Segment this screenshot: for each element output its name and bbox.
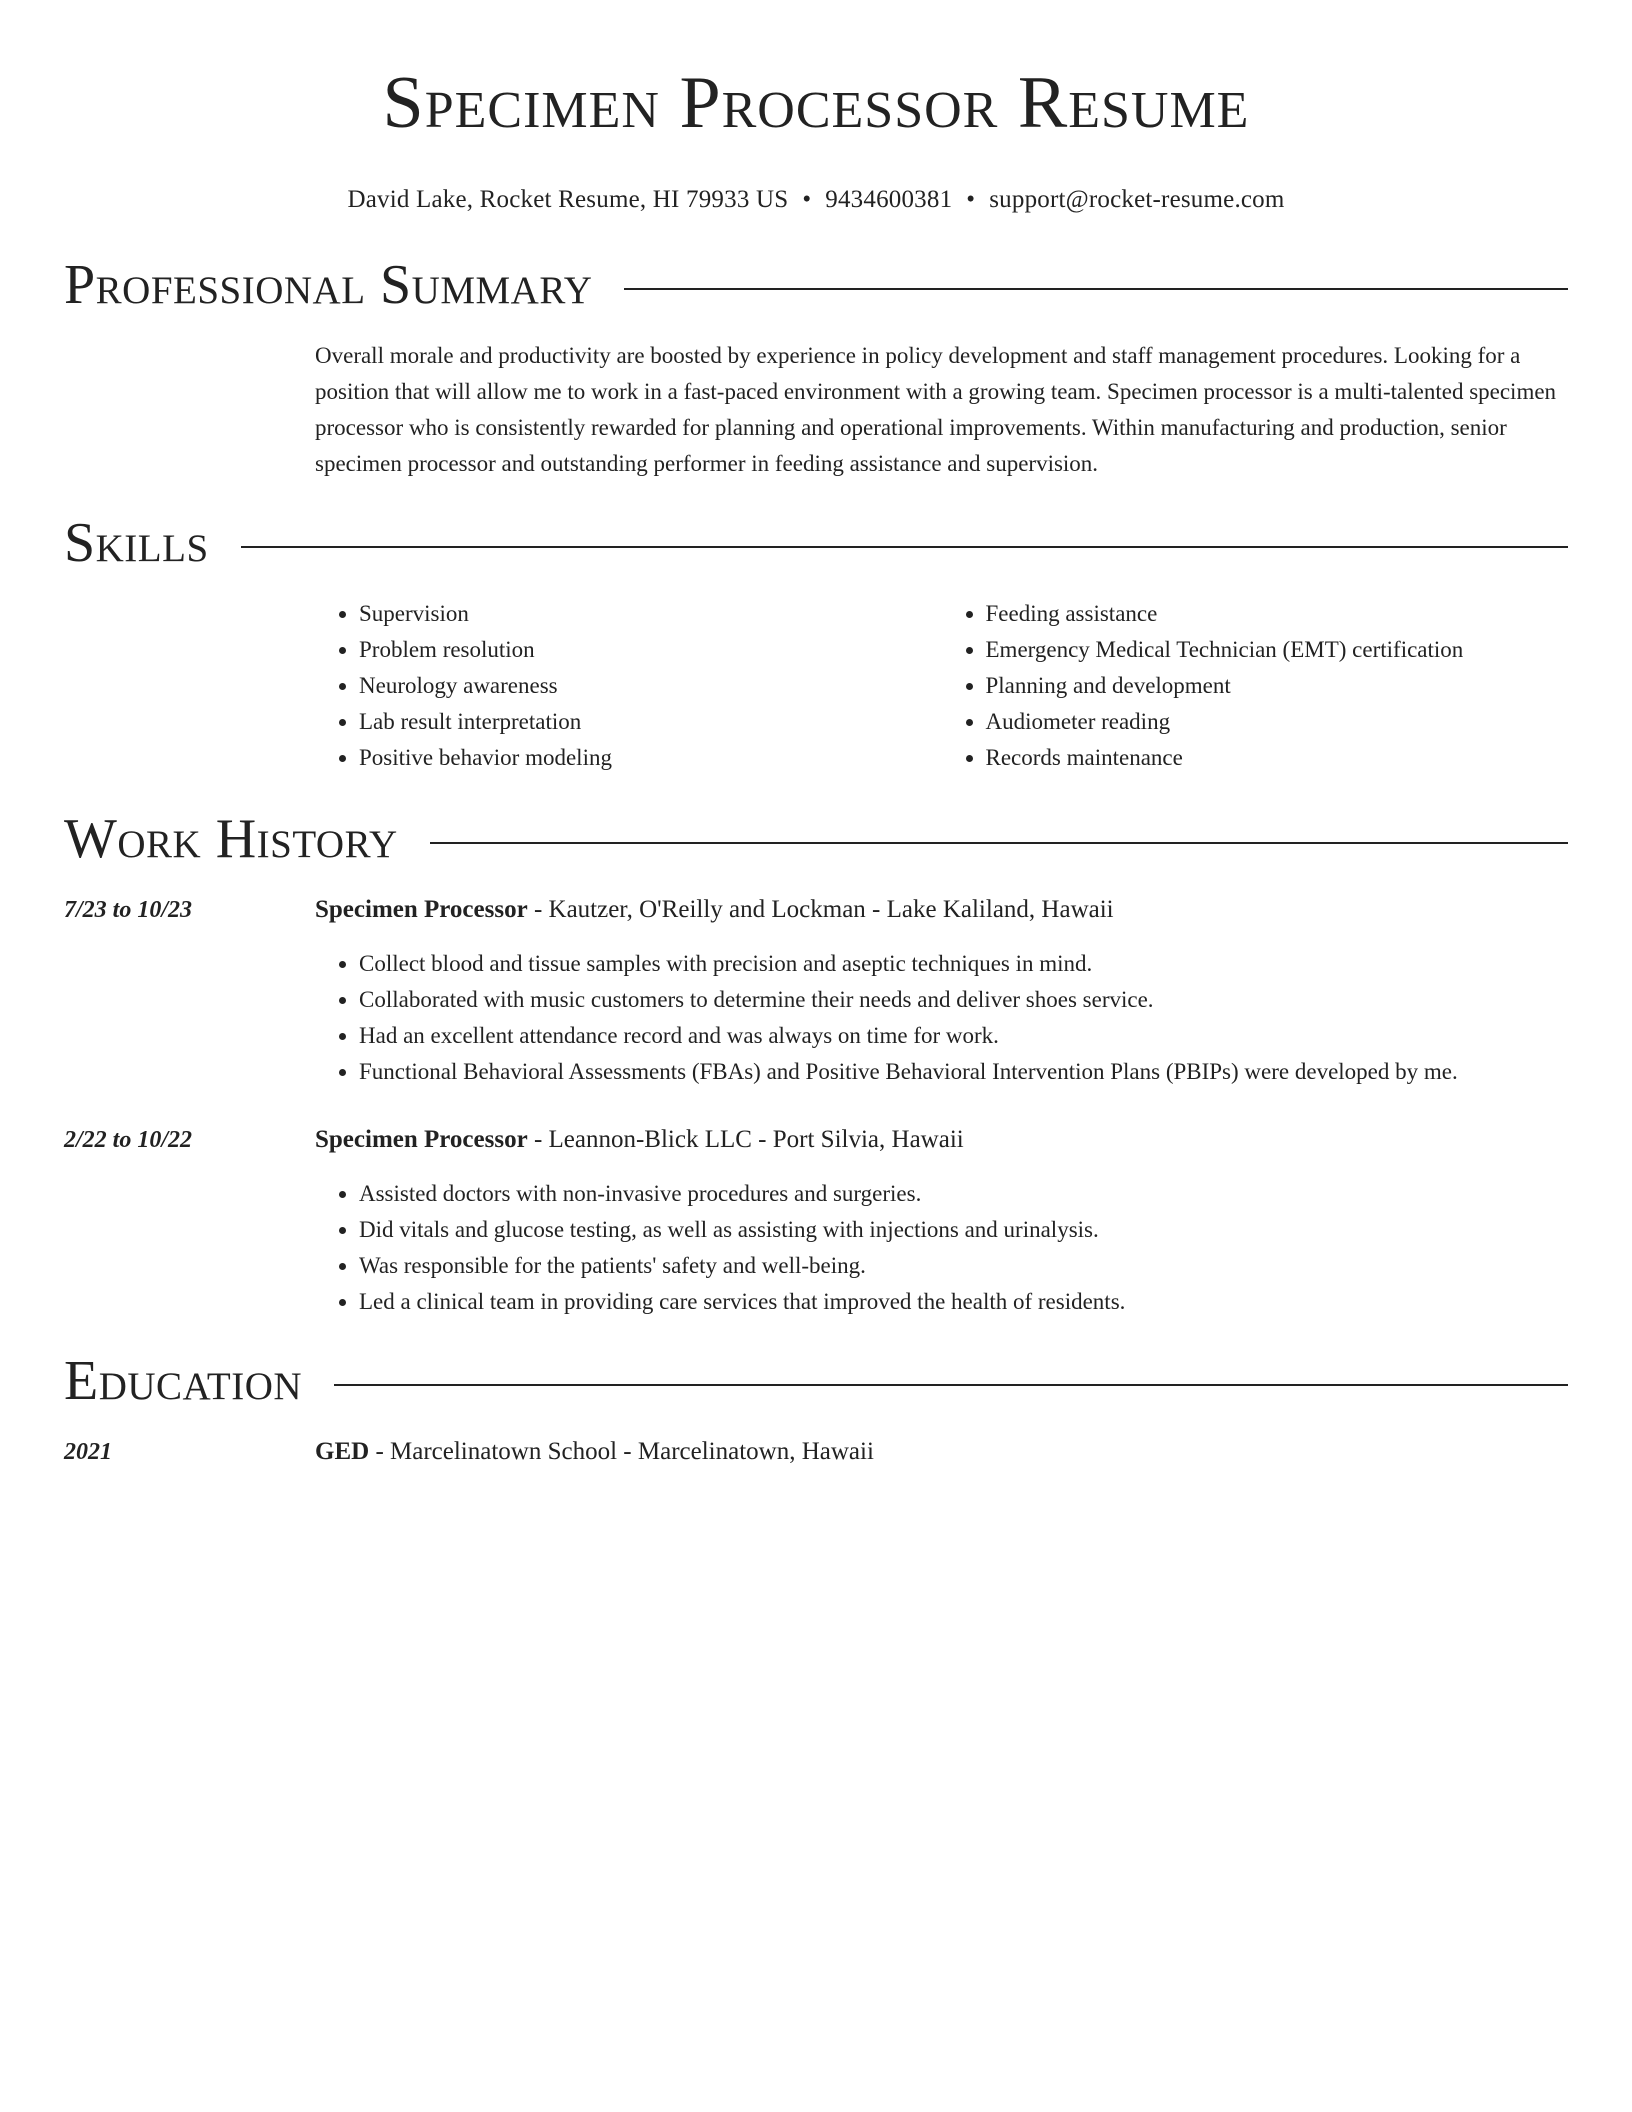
- section-divider: [430, 842, 1568, 844]
- skills-column-left: [315, 596, 942, 776]
- education-year: 2021: [64, 1439, 112, 1465]
- education-section-header: [64, 1348, 1568, 1414]
- job-heading: [315, 1122, 1568, 1158]
- contact-phone: 9434600381: [825, 186, 953, 213]
- education-heading-line: [315, 1434, 1568, 1470]
- contact-address: David Lake, Rocket Resume, HI 79933 US: [347, 186, 789, 213]
- skills-section-header: [64, 510, 1568, 576]
- skills-column-right: [942, 596, 1569, 776]
- work-section-header: [64, 806, 1568, 872]
- skill-item: • Feeding assistance: [986, 596, 1569, 632]
- section-divider: [334, 1384, 1568, 1386]
- job-entry: [64, 1122, 1568, 1320]
- education-heading: Education: [64, 1350, 303, 1412]
- job-title: Specimen Processor: [315, 1126, 528, 1153]
- job-bullets: [315, 946, 1568, 1090]
- job-bullet: • Collaborated with music customers to determine their needs and deliver shoes service.: [359, 982, 1568, 1018]
- skills-heading: Skills: [64, 512, 209, 574]
- skill-item: • Emergency Medical Technician (EMT) certification: [986, 632, 1569, 668]
- work-heading: Work History: [64, 808, 398, 870]
- education-body: [315, 1434, 1568, 1470]
- contact-separator: •: [966, 186, 976, 213]
- contact-separator: •: [802, 186, 812, 213]
- contact-email: support@rocket-resume.com: [989, 186, 1285, 213]
- skills-list: [315, 596, 1568, 776]
- summary-section-header: [64, 252, 1568, 318]
- job-dates: 7/23 to 10/23: [64, 897, 193, 923]
- job-title: Specimen Processor: [315, 896, 528, 923]
- job-bullet: • Led a clinical team in providing care services that improved the health of residents.: [359, 1284, 1568, 1320]
- job-bullet: • Assisted doctors with non-invasive procedures and surgeries.: [359, 1176, 1568, 1212]
- job-employer: - Leannon-Blick LLC - Port Silvia, Hawaii: [527, 1126, 964, 1153]
- education-degree: GED: [315, 1438, 370, 1465]
- skill-item: • Neurology awareness: [359, 668, 942, 704]
- skill-item: • Planning and development: [986, 668, 1569, 704]
- skill-item: • Positive behavior modeling: [359, 740, 942, 776]
- skill-item: • Audiometer reading: [986, 704, 1569, 740]
- skill-item: • Lab result interpretation: [359, 704, 942, 740]
- job-body: [315, 1122, 1568, 1320]
- skill-item: • Problem resolution: [359, 632, 942, 668]
- education-school: - Marcelinatown School - Marcelinatown, Hawaii: [369, 1438, 874, 1465]
- section-divider: [624, 288, 1568, 290]
- summary-text: Overall morale and productivity are boosted by experience in policy development and staff management procedures. Looking for a position that will allow me to work in a fast-paced environment with a growing team. Specimen processor is a multi-talented specimen processor who is consistently rewarded for planning and operational improvements. Within manufacturing and production, senior specimen processor and outstanding performer in feeding assistance and supervision.: [315, 343, 1557, 476]
- section-divider: [241, 546, 1568, 548]
- job-bullet: • Was responsible for the patients' safety and well-being.: [359, 1248, 1568, 1284]
- job-employer: - Kautzer, O'Reilly and Lockman - Lake Kaliland, Hawaii: [527, 896, 1114, 923]
- job-bullet: • Functional Behavioral Assessments (FBAs) and Positive Behavioral Intervention Plans (PBIPs) were developed by me.: [359, 1054, 1568, 1090]
- job-dates: 2/22 to 10/22: [64, 1127, 193, 1153]
- summary-heading: Professional Summary: [64, 254, 593, 316]
- skill-item: • Records maintenance: [986, 740, 1569, 776]
- job-bullet: • Did vitals and glucose testing, as well as assisting with injections and urinalysis.: [359, 1212, 1568, 1248]
- skill-item: • Supervision: [359, 596, 942, 632]
- job-bullet: • Had an excellent attendance record and was always on time for work.: [359, 1018, 1568, 1054]
- education-entry: [64, 1434, 1568, 1470]
- job-bullets: [315, 1176, 1568, 1320]
- contact-line: [64, 184, 1568, 216]
- job-entry: [64, 892, 1568, 1090]
- job-body: [315, 892, 1568, 1090]
- resume-title: Specimen Processor Resume: [382, 62, 1250, 144]
- job-heading: [315, 892, 1568, 928]
- job-bullet: • Collect blood and tissue samples with precision and aseptic techniques in mind.: [359, 946, 1568, 982]
